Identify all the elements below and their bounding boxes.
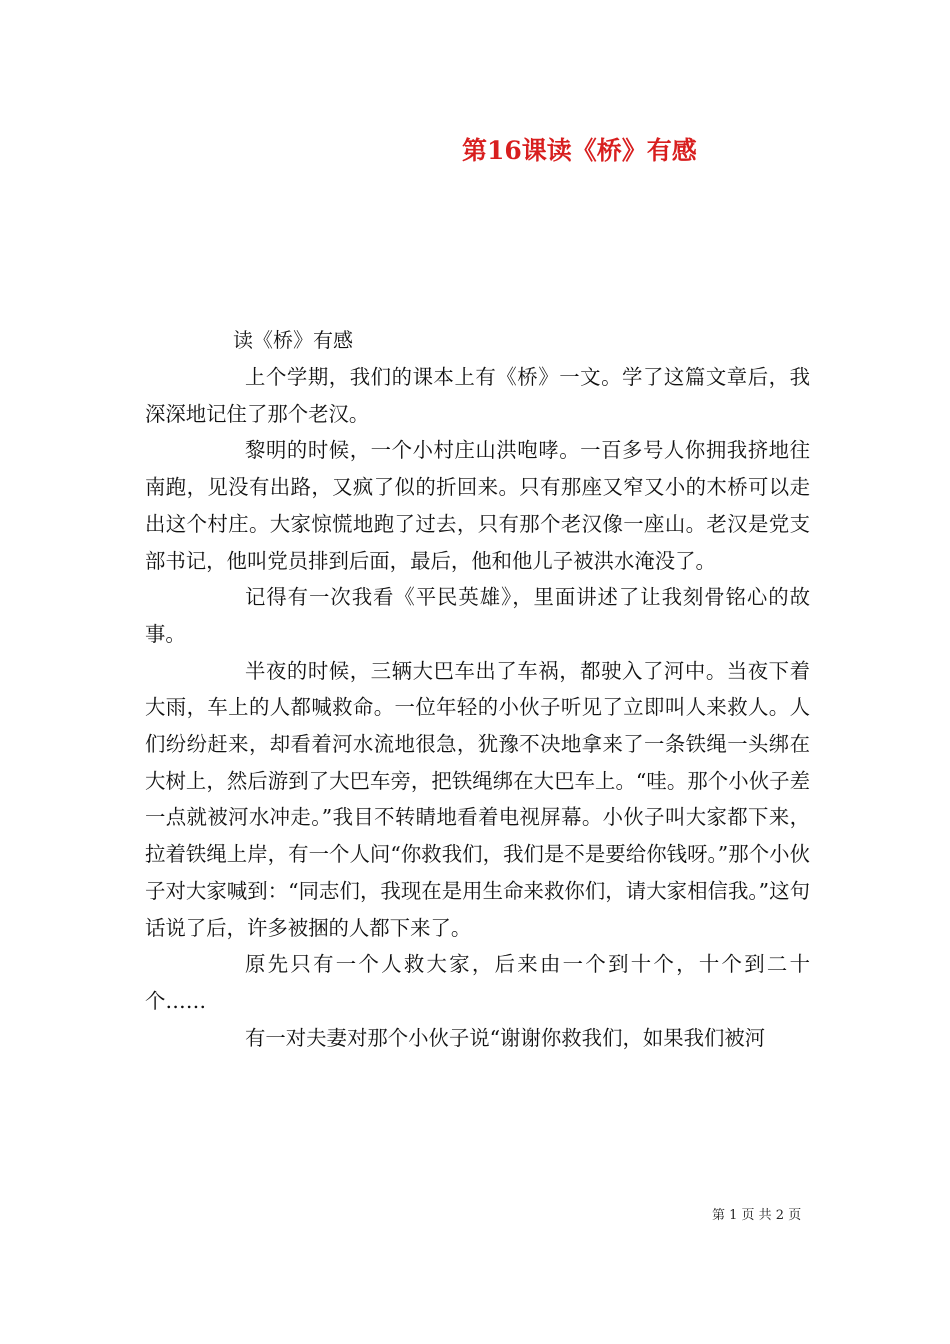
page-title: 第16课读《桥》有感 [462,136,697,165]
paragraph: 上个学期，我们的课本上有《桥》一文。学了这篇文章后，我深深地记住了那个老汉。 [145,365,810,426]
page-number-footer: 第 1 页 共 2 页 [712,1208,802,1223]
article-subtitle: 读《桥》有感 [233,328,353,352]
paragraph: 半夜的时候，三辆大巴车出了车祸，都驶入了河中。当夜下着大雨，车上的人都喊救命。一位年轻的小伙子听见了立即叫人来救人。人们纷纷赶来，却看着河水流地很急，犹豫不决地拿来了一条铁绳一头绑在大树上，然后游到了大巴车旁，把铁绳绑在大巴车上。“哇。那个小伙子差一点就被河水冲走。”我目不转睛地看着电视屏幕。小伙子叫大家都下来，拉着铁绳上岸，有一个人问“你救我们，我们是不是要给你钱呀。”那个小伙子对大家喊到：“同志们，我现在是用生命来救你们，请大家相信我。”这句话说了后，许多被捆的人都下来了。 [145,658,810,940]
paragraph: 黎明的时候，一个小村庄山洪咆哮。一百多号人你拥我挤地往南跑，见没有出路，又疯了似的折回来。只有那座又窄又小的木桥可以走出这个村庄。大家惊慌地跑了过去，只有那个老汉像一座山。老汉是党支部书记，他叫党员排到后面，最后，他和他儿子被洪水淹没了。 [145,438,810,573]
document-body [145,322,810,1056]
paragraph: 记得有一次我看《平民英雄》，里面讲述了让我刻骨铭心的故事。 [145,585,810,646]
paragraph: 有一对夫妻对那个小伙子说“谢谢你救我们，如果我们被河 [245,1025,766,1050]
paragraph: 原先只有一个人救大家，后来由一个到十个，十个到二十个…… [145,952,810,1013]
